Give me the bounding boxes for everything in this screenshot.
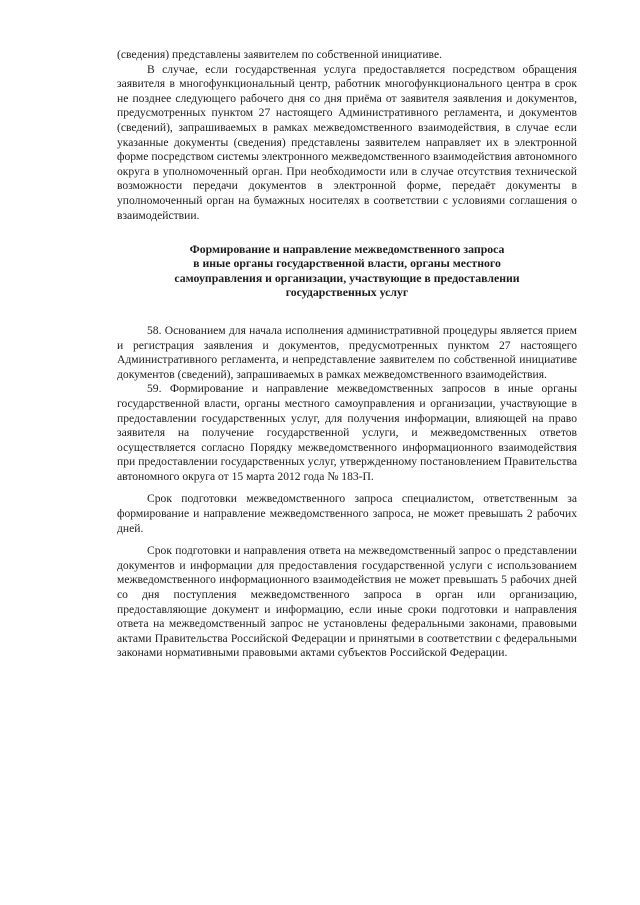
paragraph-59: 59. Формирование и направление межведомственных запросов в иные органы государственной власти, органы местного самоуправления и организации, участвующие в предоставлении государственных услуг, для получения информации, влияющей на право заявителя на получение государственной услуги, и межведомственных ответов осуществляется согласно Порядку межведомственного информационного взаимодействия при предоставлении государственных услуг, утвержденному постановлением Правительства автономного округа от 15 марта 2012 года № 183-П.	[117, 382, 577, 483]
document-page	[117, 48, 577, 661]
heading-line: государственных услуг	[285, 284, 409, 299]
intro-line: (сведения) представлены заявителем по собственной инициативе.	[117, 48, 443, 61]
section-heading	[117, 242, 577, 299]
heading-line: самоуправления и организации, участвующие в предоставлении	[174, 270, 520, 285]
paragraph-mfc: В случае, если государственная услуга предоставляется посредством обращения заявителя в многофункциональный центр, работник многофункционального центра в срок не позднее следующего рабочего дня со дня приёма от заявителя заявления и документов, предусмотренных пунктом 27 настоящего Административного регламента, и документов (сведений), запрашиваемых в рамках межведомственного взаимодействия, в случае если указанные документы (сведения) представлены заявителем направляет их в электронной форме посредством системы электронного межведомственного взаимодействия автономного округа в уполномоченный орган. При необходимости или в случае отсутствия технической возможности передачи документов в электронной форме, передаёт документы в уполномоченный орган на бумажных носителях в соответствии с условиями соглашения о взаимодействии.	[117, 62, 577, 222]
paragraph-58: 58. Основанием для начала исполнения административной процедуры является прием и регистрация заявления и документов, предусмотренных пунктом 27 настоящего Административного регламента, и непредставление заявителем по собственной инициативе документов (сведений), запрашиваемых в рамках межведомственного взаимодействия.	[117, 323, 577, 381]
heading-line: в иные органы государственной власти, органы местного	[193, 256, 501, 271]
paragraph-deadline-response: Срок подготовки и направления ответа на межведомственный запрос о представлении документов и информации для предоставления государственной услуги с использованием межведомственного информационного взаимодействия не может превышать 5 рабочих дней со дня поступления межведомственного запроса в орган или организацию, предоставляющие документ и информацию, если иные сроки подготовки и направления ответа на межведомственный запрос не установлены федеральными законами, правовыми актами Правительства Российской Федерации и принятыми в соответствии с федеральными законами нормативными правовыми актами субъектов Российской Федерации.	[117, 544, 577, 660]
paragraph-deadline-request: Срок подготовки межведомственного запроса специалистом, ответственным за формирование и направление межведомственного запроса, не может превышать 2 рабочих дней.	[117, 492, 577, 535]
heading-line: Формирование и направление межведомственного запроса	[189, 242, 505, 257]
